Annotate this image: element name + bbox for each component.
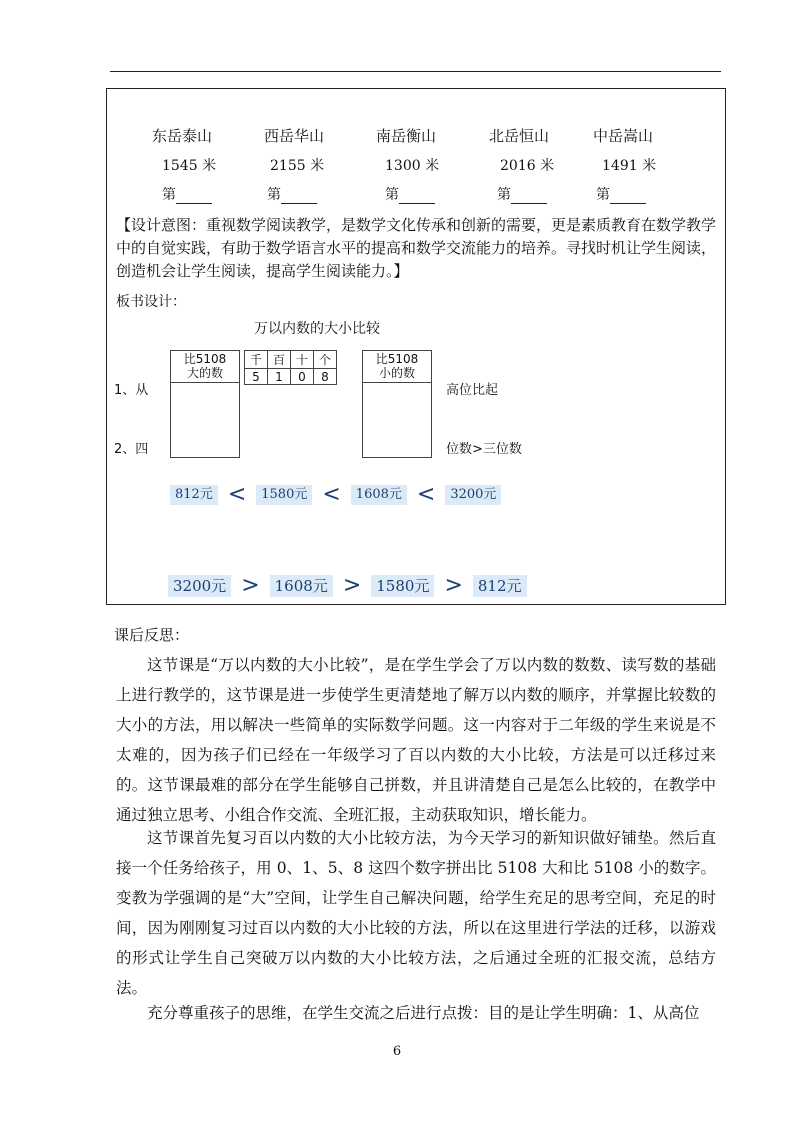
place-digit-row xyxy=(245,369,337,385)
reflection-paragraph: 这节课首先复习百以内数的大小比较方法，为今天学习的新知识做好铺垫。然后直接一个任务给孩子，用 0、1、5、8 这四个数字拼出比 5108 大和比 5108 小的数字。变教为学强调的是“大”空间，让学生自己解决问题，给学生充足的思考空间，充足的时间，因为刚刚复习过百以内数的大小比较的方法，所以在这里进行学法的迁移，以游戏的形式让学生自己突破万以内数的大小比较方法，之后通过全班的汇报交流，总结方法。 xyxy=(116,829,716,997)
board-note-right: 位数>三位数 xyxy=(446,442,522,457)
greater-than-sign: > xyxy=(444,573,463,598)
place-value-table xyxy=(244,350,337,385)
rank-blank xyxy=(399,189,435,204)
mountain-height: 1491 米 xyxy=(602,158,657,174)
place-header: 百 xyxy=(268,351,291,369)
price-chip: 1608元 xyxy=(351,485,407,505)
ascending-comparison xyxy=(170,484,501,506)
mountain-height: 2155 米 xyxy=(270,158,325,174)
board-title: 万以内数的大小比较 xyxy=(254,321,380,337)
place-header: 十 xyxy=(291,351,314,369)
price-chip: 1580元 xyxy=(371,575,434,597)
smaller-than-5108-card xyxy=(362,350,432,458)
price-chip: 812元 xyxy=(170,485,218,505)
place-header: 个 xyxy=(314,351,337,369)
rank-label: 第 xyxy=(162,187,176,203)
card-header-line: 比5108 xyxy=(375,352,419,366)
reflection-paragraph: 充分尊重孩子的思维，在学生交流之后进行点拨：目的是让学生明确：1、从高位 xyxy=(147,1004,700,1022)
mountain-name: 北岳恒山 xyxy=(489,127,550,145)
less-than-sign: < xyxy=(227,482,247,507)
mountain-height: 2016 米 xyxy=(500,158,555,174)
rank-label: 第 xyxy=(596,187,610,203)
place-digit: 8 xyxy=(314,369,337,385)
mountain-height: 1300 米 xyxy=(385,158,440,174)
less-than-sign: < xyxy=(322,482,341,507)
rank-blank xyxy=(511,189,547,204)
rank-slot xyxy=(497,184,547,204)
card-header xyxy=(363,351,431,383)
rank-label: 第 xyxy=(497,187,511,203)
place-header-row xyxy=(245,351,337,369)
board-label: 板书设计： xyxy=(116,294,186,310)
mountain-name: 中岳嵩山 xyxy=(593,127,654,145)
rank-blank xyxy=(281,189,317,204)
board-note-left: 2、四 xyxy=(114,442,149,457)
place-header: 千 xyxy=(245,351,268,369)
greater-than-sign: > xyxy=(342,573,362,598)
card-header-line: 小的数 xyxy=(378,366,415,380)
price-chip: 1608元 xyxy=(270,575,333,597)
reflection-paragraph: 这节课是“万以内数的大小比较”，是在学生学会了万以内数的数数、读写数的基础上进行教学的，这节课是进一步使学生更清楚地了解万以内数的顺序，并掌握比较数的大小的方法，用以解决一些简单的实际数学问题。这一内容对于二年级的学生来说是不太难的，因为孩子们已经在一年级学习了百以内数的大小比较，方法是可以迁移过来的。这节课最难的部分在学生能够自己拼数，并且讲清楚自己是怎么比较的，在教学中通过独立思考、小组合作交流、全班汇报，主动获取知识，增长能力。 xyxy=(116,656,716,824)
rank-slot xyxy=(596,184,646,204)
rank-blank xyxy=(610,189,646,204)
rank-blank xyxy=(176,189,212,204)
page-number: 6 xyxy=(392,1044,402,1059)
mountain-name: 东岳泰山 xyxy=(152,127,213,145)
mountain-name: 西岳华山 xyxy=(264,127,325,145)
less-than-sign: < xyxy=(416,482,436,507)
board-note-right: 高位比起 xyxy=(446,383,499,398)
card-header xyxy=(171,351,239,383)
place-digit: 1 xyxy=(268,369,291,385)
bigger-than-5108-card xyxy=(170,350,240,458)
price-chip: 3200元 xyxy=(445,485,501,505)
rank-label: 第 xyxy=(267,187,281,203)
descending-comparison xyxy=(168,575,527,597)
greater-than-sign: > xyxy=(241,573,260,598)
place-digit: 0 xyxy=(291,369,314,385)
place-digit: 5 xyxy=(245,369,268,385)
mountain-name: 南岳衡山 xyxy=(376,127,437,145)
price-chip: 1580元 xyxy=(256,485,312,505)
price-chip: 812元 xyxy=(473,575,527,597)
rank-slot xyxy=(267,184,317,204)
design-intent: 【设计意图：重视数学阅读教学，是数学文化传承和创新的需要，更是素质教育在数学教学中的自觉实践，有助于数学语言水平的提高和数学交流能力的培养。寻找时机让学生阅读，创造机会让学生阅读，提高学生阅读能力。】 xyxy=(116,216,717,280)
rank-slot xyxy=(385,184,435,204)
card-header-line: 比5108 xyxy=(183,352,227,366)
mountain-height: 1545 米 xyxy=(162,158,217,174)
board-note-left: 1、从 xyxy=(114,383,149,398)
rank-label: 第 xyxy=(385,187,399,203)
reflection-label: 课后反思： xyxy=(114,626,190,644)
card-header-line: 大的数 xyxy=(186,366,223,380)
price-chip: 3200元 xyxy=(168,575,231,597)
rank-slot xyxy=(162,184,212,204)
header-rule xyxy=(110,71,721,72)
